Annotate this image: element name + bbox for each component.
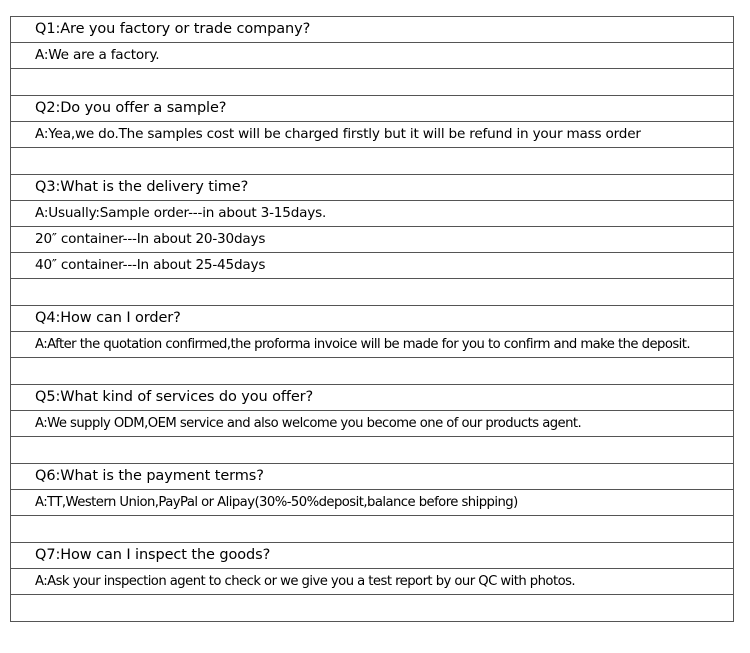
faq-answer-row xyxy=(11,253,734,279)
faq-spacer-row xyxy=(11,437,734,464)
faq-answer-q6: A:TT,Western Union,PayPal or Alipay(30%-50%deposit,balance before shipping) xyxy=(11,490,734,516)
faq-question-q4: Q4:How can I order? xyxy=(11,306,734,332)
faq-spacer-row xyxy=(11,516,734,543)
faq-question-q5: Q5:What kind of services do you offer? xyxy=(11,385,734,411)
faq-answer-q1: A:We are a factory. xyxy=(11,43,734,69)
faq-answer-row xyxy=(11,411,734,437)
faq-answer-q2: A:Yea,we do.The samples cost will be charged firstly but it will be refund in your mass order xyxy=(11,122,734,148)
faq-answer-row xyxy=(11,201,734,227)
faq-spacer-cell xyxy=(11,516,734,543)
faq-question-q6: Q6:What is the payment terms? xyxy=(11,464,734,490)
faq-question-q7: Q7:How can I inspect the goods? xyxy=(11,543,734,569)
faq-spacer-cell xyxy=(11,358,734,385)
faq-answer-row xyxy=(11,227,734,253)
faq-answer-row xyxy=(11,569,734,595)
faq-spacer-row xyxy=(11,69,734,96)
faq-answer-row xyxy=(11,43,734,69)
faq-spacer-row xyxy=(11,358,734,385)
faq-spacer-row xyxy=(11,595,734,622)
faq-answer-q5: A:We supply ODM,OEM service and also welcome you become one of our products agent. xyxy=(11,411,734,437)
faq-answer-q3-line2: 20″ container---In about 20-30days xyxy=(11,227,734,253)
faq-question-row xyxy=(11,464,734,490)
faq-answer-row xyxy=(11,490,734,516)
faq-spacer-row xyxy=(11,148,734,175)
faq-spacer-cell xyxy=(11,148,734,175)
faq-question-row xyxy=(11,306,734,332)
faq-answer-q3-line1: A:Usually:Sample order---in about 3-15days. xyxy=(11,201,734,227)
faq-question-q1: Q1:Are you factory or trade company? xyxy=(11,17,734,43)
faq-question-row xyxy=(11,96,734,122)
faq-answer-row xyxy=(11,332,734,358)
faq-spacer-row xyxy=(11,279,734,306)
faq-answer-q4: A:After the quotation confirmed,the proforma invoice will be made for you to confirm and make the deposit. xyxy=(11,332,734,358)
faq-question-q3: Q3:What is the delivery time? xyxy=(11,175,734,201)
faq-answer-q3-line3: 40″ container---In about 25-45days xyxy=(11,253,734,279)
faq-spacer-cell xyxy=(11,437,734,464)
faq-question-row xyxy=(11,385,734,411)
faq-question-row xyxy=(11,17,734,43)
faq-question-row xyxy=(11,175,734,201)
faq-question-row xyxy=(11,543,734,569)
faq-spacer-cell xyxy=(11,69,734,96)
faq-table xyxy=(10,16,734,622)
faq-question-q2: Q2:Do you offer a sample? xyxy=(11,96,734,122)
faq-answer-row xyxy=(11,122,734,148)
faq-answer-q7: A:Ask your inspection agent to check or we give you a test report by our QC with photos. xyxy=(11,569,734,595)
faq-spacer-cell xyxy=(11,279,734,306)
faq-spacer-cell xyxy=(11,595,734,622)
